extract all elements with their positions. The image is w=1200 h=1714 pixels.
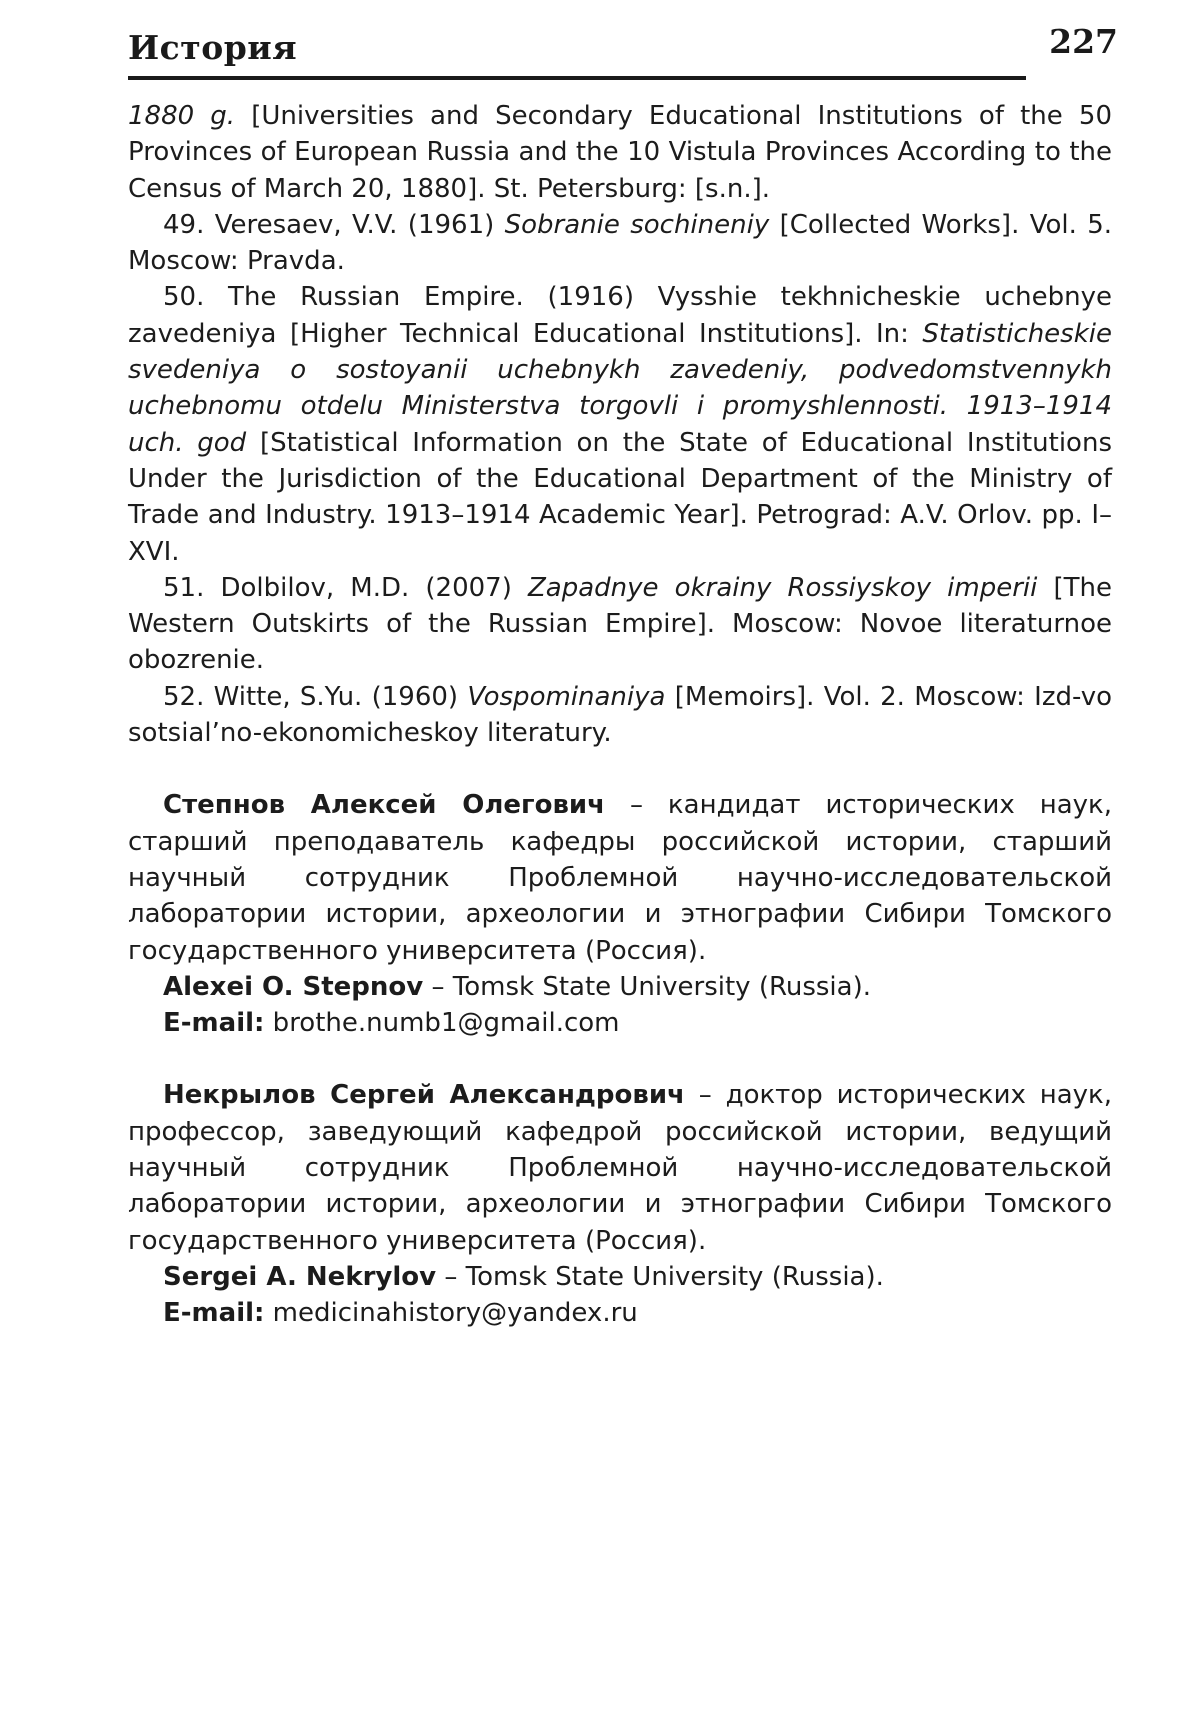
author-name-ru: Степнов Алексей Олегович	[163, 790, 605, 821]
email-label: E-mail:	[163, 1008, 265, 1039]
author-email[interactable]: brothe.numb1@gmail.com	[264, 1008, 620, 1039]
reference-lead: 51. Dolbilov, M.D. (2007)	[163, 572, 528, 603]
reference-lead: 50. The Russian Empire. (1916) Vysshie tekhnicheskie uchebnye zavedeniya [Higher Technical Educational Institutions]. In:	[128, 282, 1112, 349]
section-spacer	[128, 1041, 1112, 1077]
reference-51	[128, 570, 1112, 679]
reference-title: 1880 g.	[128, 101, 236, 131]
author-description-ru: – доктор исторических наук, профессор, заведующий кафедрой российской истории, ведущий научный сотрудник Проблемной научно-исследовательской лаборатории истории, археологии и этнографии Сибири Томского государственного университета (Россия).	[128, 1080, 1112, 1256]
running-head	[128, 22, 1118, 84]
reference-text: [The Western Outskirts of the Russian Empire]. Moscow: Novoe literaturnoe obozrenie.	[128, 572, 1112, 676]
header-rule	[128, 76, 1026, 80]
page-number: 227	[1049, 22, 1118, 61]
author-email[interactable]: medicinahistory@yandex.ru	[264, 1298, 638, 1329]
author-name-en: Alexei O. Stepnov	[163, 971, 424, 1002]
author-bio-en	[128, 969, 1112, 1005]
reference-text: [Collected Works]. Vol. 5. Moscow: Pravda.	[128, 209, 1113, 277]
author-name-ru: Некрылов Сергей Александрович	[163, 1080, 685, 1111]
reference-52	[128, 679, 1112, 752]
reference-lead: 52. Witte, S.Yu. (1960)	[163, 681, 468, 712]
author-email-line	[128, 1295, 1112, 1331]
page-body	[128, 98, 1112, 1332]
author-email-line	[128, 1005, 1112, 1041]
reference-title: Zapadnye okrainy Rossiyskoy imperii	[527, 572, 1038, 603]
email-label: E-mail:	[163, 1298, 265, 1329]
reference-title: Sobranie sochineniy	[504, 209, 770, 240]
section-spacer	[128, 751, 1112, 787]
reference-text: [Memoirs]. Vol. 2. Moscow: Izd-vo sotsial’no-ekonomicheskoy literatury.	[128, 681, 1112, 749]
author-bio-ru	[128, 787, 1112, 968]
reference-text: [Statistical Information on the State of Educational Institutions Under the Jurisdiction of the Educational Department of the Ministry of Trade and Industry. 1913–1914 Academic Year]. Petrograd: A.V. Orlov. pp. I–XVI.	[128, 427, 1112, 567]
reference-text: [Universities and Secondary Educational Institutions of the 50 Provinces of European Russia and the 10 Vistula Provinces According to the Census of March 20, 1880]. St. Petersburg: [s.n.].	[128, 101, 1112, 204]
reference-continued	[128, 98, 1112, 207]
reference-50	[128, 279, 1112, 569]
author-affiliation-en: – Tomsk State University (Russia).	[436, 1261, 884, 1292]
author-name-en: Sergei A. Nekrylov	[163, 1261, 437, 1292]
author-bio-en	[128, 1259, 1112, 1295]
reference-lead: 49. Veresaev, V.V. (1961)	[163, 209, 505, 240]
section-title: История	[128, 28, 298, 67]
author-description-ru: – кандидат исторических наук, старший преподаватель кафедры российской истории, старший научный сотрудник Проблемной научно-исследовательской лаборатории истории, археологии и этнографии Сибири Томского государственного университета (Россия).	[128, 790, 1112, 966]
reference-49	[128, 207, 1112, 280]
reference-title: Vospominaniya	[467, 681, 666, 712]
reference-title: Statisticheskie svedeniya o sostoyanii uchebnykh zavedeniy, podvedomstvennykh uchebnomu otdelu Ministerstva torgovli i promyshlennosti. 1913–1914 uch. god	[128, 318, 1112, 458]
author-bio-ru	[128, 1077, 1112, 1258]
author-affiliation-en: – Tomsk State University (Russia).	[423, 971, 871, 1002]
